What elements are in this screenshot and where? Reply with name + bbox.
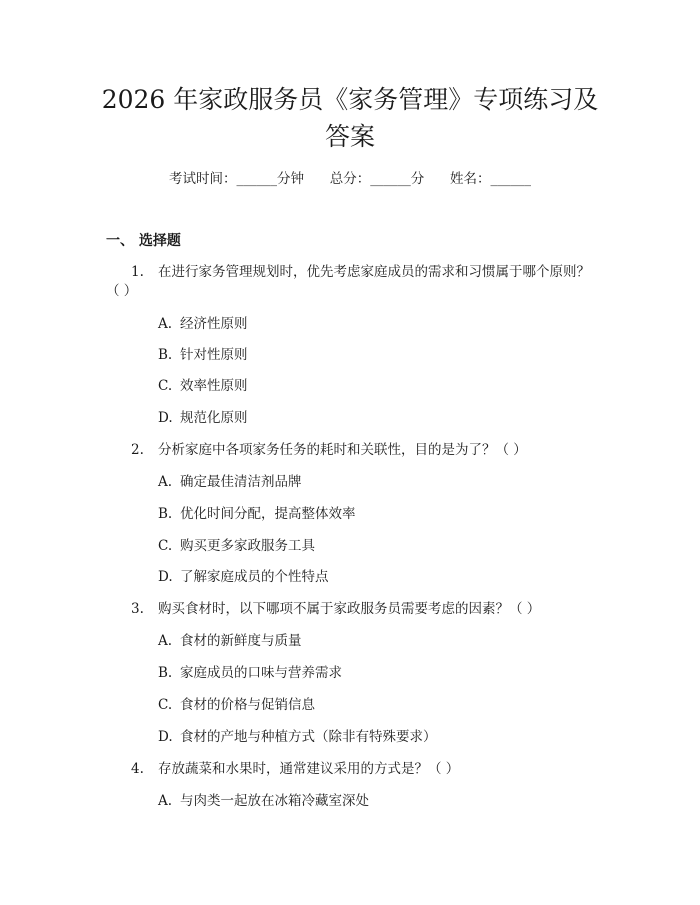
question-2-option-c [158,537,315,555]
option-text: 经济性原则 [180,316,248,332]
section-heading: 一、 选择题 [106,233,181,249]
question-1-option-a [158,315,248,333]
option-text: 效率性原则 [180,378,248,394]
option-letter: B. [158,347,173,363]
option-letter: B. [158,665,173,681]
option-text: 针对性原则 [180,347,248,363]
option-text: 确定最佳清洁剂品牌 [180,474,302,490]
question-3-option-a [158,632,302,650]
document-title-line-2: 答案 [324,122,375,151]
question-4-text: 存放蔬菜和水果时，通常建议采用的方式是？（ ） [158,761,460,777]
document-title-line-1: 2026 年家政服务员《家务管理》专项练习及 [101,85,599,114]
question-4-number: 4. [131,761,144,777]
option-letter: C. [158,378,173,394]
question-3-option-c [158,696,315,714]
option-text: 食材的新鲜度与质量 [180,633,302,649]
question-2-number: 2. [131,442,144,458]
question-3-number: 3. [131,601,144,617]
question-3-option-b [158,664,342,682]
option-letter: D. [158,410,173,426]
option-text: 食材的价格与促销信息 [180,697,315,713]
option-letter: A. [158,793,173,809]
question-1-text: 在进行家务管理规划时，优先考虑家庭成员的需求和习惯属于哪个原则？ [158,264,590,280]
question-2-text: 分析家庭中各项家务任务的耗时和关联性，目的是为了？（ ） [158,442,527,458]
question-3-option-d [158,728,437,746]
option-letter: C. [158,697,173,713]
option-text: 了解家庭成员的个性特点 [180,569,329,585]
question-1-blank: （ ） [106,283,138,299]
question-2-option-b [158,505,356,523]
question-1-number: 1. [131,264,144,280]
option-letter: D. [158,729,173,745]
question-2-option-a [158,473,302,491]
question-3-text: 购买食材时，以下哪项不属于家政服务员需要考虑的因素？（ ） [158,601,541,617]
question-2-option-d [158,568,329,586]
option-text: 购买更多家政服务工具 [180,538,315,554]
option-letter: D. [158,569,173,585]
question-1-option-d [158,409,248,427]
option-letter: C. [158,538,173,554]
option-text: 优化时间分配，提高整体效率 [180,506,356,522]
option-text: 家庭成员的口味与营养需求 [180,665,342,681]
question-4-option-a [158,792,369,810]
option-text: 与肉类一起放在冰箱冷藏室深处 [180,793,369,809]
option-text: 食材的产地与种植方式（除非有特殊要求） [180,729,437,745]
question-1-option-b [158,346,248,364]
option-letter: A. [158,316,173,332]
question-1-option-c [158,377,248,395]
option-letter: B. [158,506,173,522]
option-letter: A. [158,474,173,490]
option-letter: A. [158,633,173,649]
option-text: 规范化原则 [180,410,248,426]
exam-info: 考试时间：______分钟 总分：______分 姓名：______ [169,171,531,187]
